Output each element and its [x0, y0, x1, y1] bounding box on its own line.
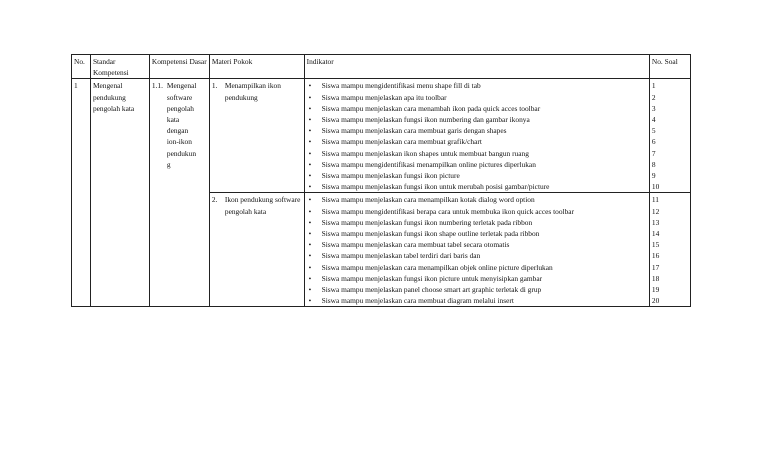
soal-cell-1 [649, 79, 690, 193]
soal-list-2 [652, 194, 688, 306]
indicator-item: • Siswa mampu mengidentifikasi berapa cara untuk membuka ikon quick acces toolbar [307, 206, 647, 217]
indicator-list-2 [307, 194, 647, 306]
materi-wrap-2 [212, 194, 302, 216]
soal-number: 1 [651, 81, 656, 91]
soal-number: 10 [651, 182, 660, 192]
materi-number-1: 1. [211, 81, 218, 91]
indicator-item: • Siswa mampu mengidentifikasi menampilkan online pictures diperlukan [307, 159, 647, 170]
row-kompetensi [149, 79, 209, 307]
soal-number: 9 [651, 171, 656, 181]
soal-number: 17 [651, 262, 660, 272]
soal-number: 12 [651, 206, 660, 216]
indicator-item: • Siswa mampu menjelaskan cara membuat tabel secara otomatis [307, 239, 647, 250]
row-no: 1 [72, 79, 91, 307]
indicator-item: • Siswa mampu menjelaskan cara menambah ikon pada quick acces toolbar [307, 103, 647, 114]
materi-number-2: 2. [211, 195, 218, 205]
indikator-cell-1 [304, 79, 649, 193]
header-no: No. [72, 55, 91, 79]
soal-number: 7 [651, 148, 656, 158]
soal-number: 3 [651, 103, 656, 113]
materi-text-1: Menampilkan ikon pendukung [224, 81, 281, 102]
materi-wrap-1 [212, 80, 302, 102]
indicator-item: • Siswa mampu menjelaskan cara menampilkan kotak dialog word option [307, 194, 647, 205]
indicator-item: • Siswa mampu menjelaskan fungsi ikon untuk merubah posisi gambar/picture [307, 181, 647, 192]
header-indikator: Indikator [304, 55, 649, 79]
indicator-item: • Siswa mampu menjelaskan fungsi ikon numbering dan gambar ikonya [307, 114, 647, 125]
soal-number: 4 [651, 115, 656, 125]
indicator-item: • Siswa mampu menjelaskan tabel terdiri dari baris dan [307, 250, 647, 261]
header-kompetensi: Kompetensi Dasar [149, 55, 209, 79]
indicator-list-1 [307, 80, 647, 192]
soal-number: 11 [651, 195, 660, 205]
soal-number: 18 [651, 273, 660, 283]
header-standar: Standar Kompetensi [90, 55, 149, 79]
indicator-item: • Siswa mampu mengidentifikasi menu shape fill di tab [307, 80, 647, 91]
table-row [72, 79, 691, 193]
kd-first-line: Mengenal [166, 81, 197, 91]
indicator-item: • Siswa mampu menjelaskan fungsi ikon picture [307, 170, 647, 181]
soal-cell-2 [649, 193, 690, 307]
indicator-item: • Siswa mampu menjelaskan fungsi ikon numbering terletak pada ribbon [307, 217, 647, 228]
materi-cell-2 [209, 193, 304, 307]
indicator-item: • Siswa mampu menjelaskan cara membuat grafik/chart [307, 136, 647, 147]
soal-number: 14 [651, 229, 660, 239]
kisi-kisi-table [71, 54, 691, 307]
indicator-item: • Siswa mampu menjelaskan fungsi ikon picture untuk menyisipkan gambar [307, 273, 647, 284]
kd-rest: software pengolah kata dengan ion-ikon pendukun g [166, 92, 197, 169]
indikator-cell-2 [304, 193, 649, 307]
header-no-soal: No. Soal [649, 55, 690, 79]
row-standar: Mengenal pendukung pengolah kata [90, 79, 149, 307]
indicator-item: • Siswa mampu menjelaskan panel choose smart art graphic terletak di grup [307, 284, 647, 295]
soal-list-1 [652, 80, 688, 192]
header-materi: Materi Pokok [209, 55, 304, 79]
indicator-item: • Siswa mampu menjelaskan ikon shapes untuk membuat bangun ruang [307, 148, 647, 159]
soal-number: 16 [651, 251, 660, 261]
soal-number: 19 [651, 285, 660, 295]
soal-number: 5 [651, 126, 656, 136]
soal-number: 8 [651, 159, 656, 169]
soal-number: 15 [651, 240, 660, 250]
kd-wrap [152, 80, 207, 91]
indicator-item: • Siswa mampu menjelaskan cara menampilkan objek online picture diperlukan [307, 262, 647, 273]
indicator-item: • Siswa mampu menjelaskan fungsi ikon shape outline terletak pada ribbon [307, 228, 647, 239]
header-row [72, 55, 691, 79]
materi-cell-1 [209, 79, 304, 193]
soal-number: 20 [651, 296, 660, 306]
soal-number: 2 [651, 92, 656, 102]
materi-text-2: Ikon pendukung software pengolah kata [224, 195, 301, 216]
indicator-item: • Siswa mampu menjelaskan cara membuat diagram melalui insert [307, 295, 647, 306]
soal-number: 13 [651, 217, 660, 227]
kd-number: 1.1. [151, 81, 163, 91]
soal-number: 6 [651, 137, 656, 147]
indicator-item: • Siswa mampu menjelaskan cara membuat garis dengan shapes [307, 125, 647, 136]
indicator-item: • Siswa mampu menjelaskan apa itu toolbar [307, 92, 647, 103]
